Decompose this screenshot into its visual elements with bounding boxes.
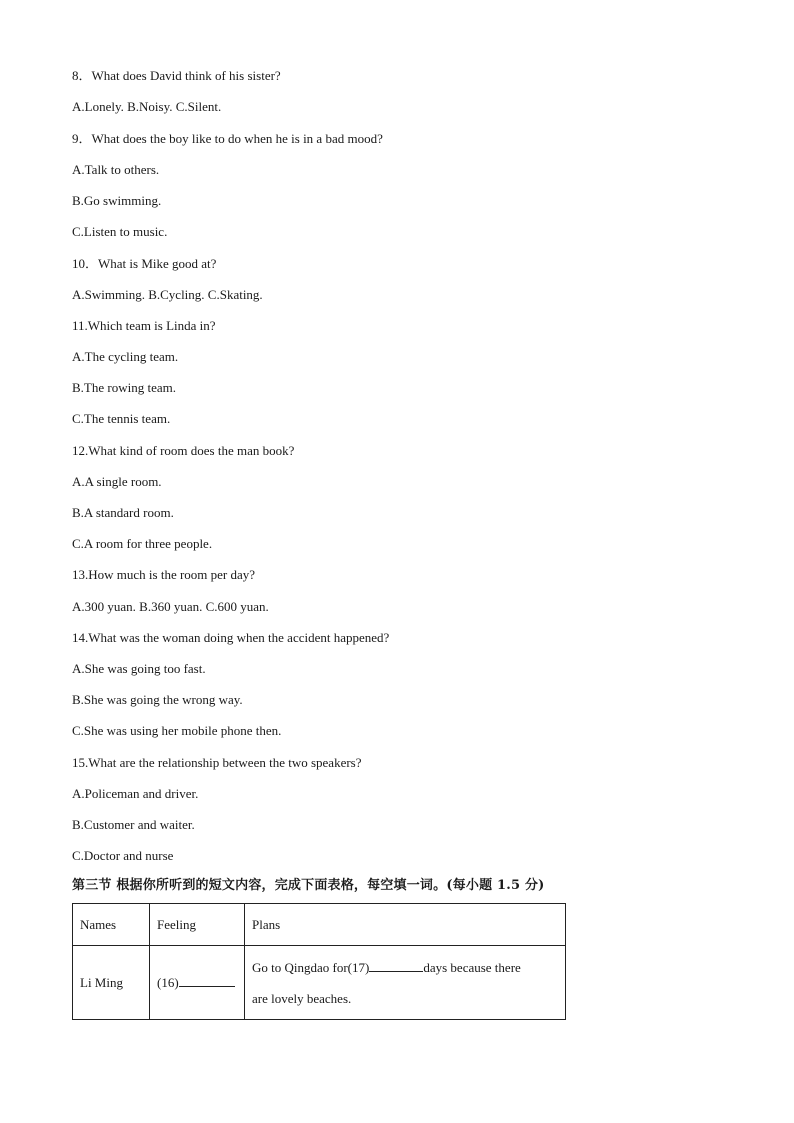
blank-16[interactable] bbox=[179, 974, 235, 987]
question-15-option-a: A.Policeman and driver. bbox=[72, 786, 199, 801]
question-14-option-a: A.She was going too fast. bbox=[72, 661, 206, 676]
blank-17[interactable] bbox=[369, 959, 423, 972]
cell-feeling bbox=[150, 946, 245, 1020]
question-10: 10．What is Mike good at? bbox=[72, 256, 217, 271]
question-12-option-b: B.A standard room. bbox=[72, 505, 174, 520]
question-13: 13.How much is the room per day? bbox=[72, 567, 256, 582]
question-14-option-c: C.She was using her mobile phone then. bbox=[72, 723, 282, 738]
question-15: 15.What are the relationship between the two speakers? bbox=[72, 755, 362, 770]
header-plans: Plans bbox=[245, 904, 566, 946]
question-9-option-c: C.Listen to music. bbox=[72, 224, 168, 239]
question-8-options: A.Lonely. B.Noisy. C.Silent. bbox=[72, 99, 222, 114]
plan-prefix: Go to Qingdao for(17) bbox=[252, 959, 370, 975]
question-11-option-c: C.The tennis team. bbox=[72, 411, 171, 426]
question-9-option-b: B.Go swimming. bbox=[72, 193, 162, 208]
question-9-option-a: A.Talk to others. bbox=[72, 162, 160, 177]
question-14-option-b: B.She was going the wrong way. bbox=[72, 692, 243, 707]
header-feeling: Feeling bbox=[150, 904, 245, 946]
question-11: 11.Which team is Linda in? bbox=[72, 318, 216, 333]
cell-name: Li Ming bbox=[73, 946, 150, 1020]
question-8: 8．What does David think of his sister? bbox=[72, 68, 281, 83]
question-13-options: A.300 yuan. B.360 yuan. C.600 yuan. bbox=[72, 599, 269, 614]
question-11-option-b: B.The rowing team. bbox=[72, 380, 176, 395]
question-9: 9．What does the boy like to do when he is in a bad mood? bbox=[72, 131, 383, 146]
table-header-row bbox=[73, 904, 566, 946]
question-15-option-c: C.Doctor and nurse bbox=[72, 848, 174, 863]
question-12: 12.What kind of room does the man book? bbox=[72, 443, 295, 458]
question-14: 14.What was the woman doing when the accident happened? bbox=[72, 630, 390, 645]
plan-suffix: days because there bbox=[423, 959, 521, 975]
question-12-option-c: C.A room for three people. bbox=[72, 536, 213, 551]
question-11-option-a: A.The cycling team. bbox=[72, 349, 179, 364]
section-3-heading: 第三节 根据你所听到的短文内容，完成下面表格，每空填一词。(每小题 1.5 分) bbox=[72, 878, 545, 893]
question-10-options: A.Swimming. B.Cycling. C.Skating. bbox=[72, 287, 263, 302]
cell-plans bbox=[245, 946, 566, 1020]
table-row bbox=[73, 946, 566, 1020]
answer-table bbox=[72, 903, 566, 1020]
header-names: Names bbox=[73, 904, 150, 946]
question-12-option-a: A.A single room. bbox=[72, 474, 162, 489]
question-15-option-b: B.Customer and waiter. bbox=[72, 817, 195, 832]
plan-line-2: are lovely beaches. bbox=[252, 990, 352, 1006]
blank-16-label: (16) bbox=[157, 975, 179, 990]
